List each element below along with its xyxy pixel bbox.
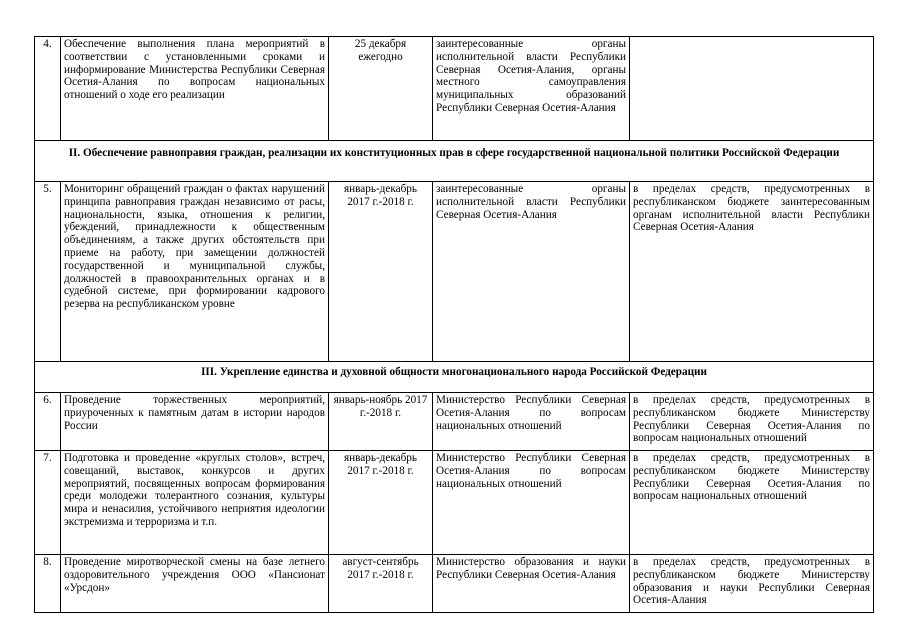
section-header-row — [35, 362, 874, 393]
table-row — [35, 182, 874, 362]
measure-text: Проведение миротворческой смены на базе летнего оздоровительного учреждения ООО «Пансионат «Урсдон» — [61, 555, 329, 613]
measure-financing — [630, 37, 874, 141]
row-number: 7. — [35, 451, 61, 555]
measure-text: Мониторинг обращений граждан о фактах нарушений принципа равноправия граждан независимо от расы, национальности, языка, отношения к религии, убеждений, принадлежности к общественным объединениям, а также других обстоятельств при приеме на работу, при замещении должностей государственной и муниципальной службы, должностей в правоохранительных органах и в судебной системе, при формировании кадрового резерва на республиканском уровне — [61, 182, 329, 362]
measure-responsible: заинтересованные органы исполнительной власти Республики Северная Осетия-Алания, органы местного самоуправления муниципальных образований Республики Северная Осетия-Алания — [433, 37, 630, 141]
section-title: II. Обеспечение равноправия граждан, реализации их конституционных прав в сфере государственной национальной политики Российской Федерации — [35, 141, 874, 182]
measure-date: январь-ноябрь 2017 г.-2018 г. — [329, 393, 433, 451]
section-header-row — [35, 141, 874, 182]
row-number: 4. — [35, 37, 61, 141]
measure-responsible: Министерство образования и науки Республики Северная Осетия-Алания — [433, 555, 630, 613]
measure-date: январь-декабрь 2017 г.-2018 г. — [329, 451, 433, 555]
row-number: 6. — [35, 393, 61, 451]
table-row — [35, 393, 874, 451]
table-row — [35, 37, 874, 141]
table-row — [35, 555, 874, 613]
measure-financing: в пределах средств, предусмотренных в республиканском бюджете Министерству Республики Северная Осетия-Алания по вопросам национальных отношений — [630, 451, 874, 555]
table-row — [35, 451, 874, 555]
row-number: 5. — [35, 182, 61, 362]
measure-responsible: заинтересованные органы исполнительной власти Республики Северная Осетия-Алания — [433, 182, 630, 362]
measure-date: январь-декабрь 2017 г.-2018 г. — [329, 182, 433, 362]
measure-date: август-сентябрь 2017 г.-2018 г. — [329, 555, 433, 613]
measure-text: Обеспечение выполнения плана мероприятий в соответствии с установленными сроками и информирование Министерства Республики Северная Осетия-Алания по вопросам национальных отношений о ходе его реализации — [61, 37, 329, 141]
measure-financing: в пределах средств, предусмотренных в республиканском бюджете Министерству Республики Северная Осетия-Алания по вопросам национальных отношений — [630, 393, 874, 451]
measure-date: 25 декабря ежегодно — [329, 37, 433, 141]
measure-financing: в пределах средств, предусмотренных в республиканском бюджете Министерству образования и науки Республики Северная Осетия-Алания — [630, 555, 874, 613]
row-number: 8. — [35, 555, 61, 613]
measure-text: Проведение торжественных мероприятий, приуроченных к памятным датам в истории народов России — [61, 393, 329, 451]
measure-responsible: Министерство Республики Северная Осетия-Алания по вопросам национальных отношений — [433, 393, 630, 451]
section-title: III. Укрепление единства и духовной общности многонационального народа Российской Федерации — [35, 362, 874, 393]
measure-text: Подготовка и проведение «круглых столов», встреч, совещаний, выставок, конкурсов и других мероприятий, посвященных вопросам формирования среди молодежи толерантного сознания, культуры мира и ненасилия, устойчивого неприятия идеологии экстремизма и терроризма и т.п. — [61, 451, 329, 555]
measure-responsible: Министерство Республики Северная Осетия-Алания по вопросам национальных отношений — [433, 451, 630, 555]
measure-financing: в пределах средств, предусмотренных в республиканском бюджете заинтересованным органам исполнительной власти Республики Северная Осетия-Алания — [630, 182, 874, 362]
measures-plan-table — [34, 36, 874, 613]
